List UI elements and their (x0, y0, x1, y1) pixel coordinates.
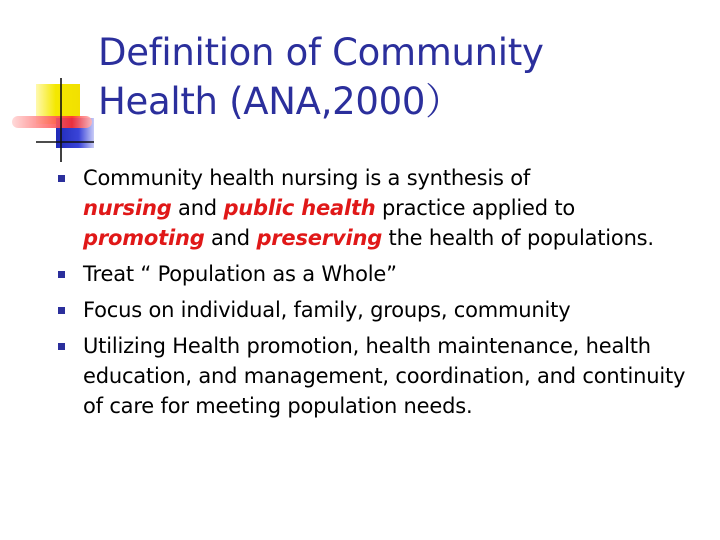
decorative-squares-graphic (0, 0, 110, 170)
emphasis-preserving: preserving (256, 226, 383, 250)
emphasis-promoting: promoting (83, 226, 205, 250)
emphasis-public-health: public health (223, 196, 376, 220)
bullet-item-focus (56, 295, 706, 325)
red-bar (12, 116, 92, 128)
bullet-text: the health of populations. (388, 226, 654, 250)
bullet-text: Treat “ Population as a Whole” (83, 262, 397, 286)
bullet-text: Community health nursing is a synthesis of (83, 166, 531, 190)
title-line-2: Health (ANA,2000） (98, 80, 462, 123)
bullet-square-icon (58, 307, 65, 314)
bullet-square-icon (58, 271, 65, 278)
bullet-text: and (211, 226, 250, 250)
bullet-item-utilizing (56, 331, 706, 421)
bullet-square-icon (58, 343, 65, 350)
bullet-text: Focus on individual, family, groups, community (83, 298, 571, 322)
bullet-text: Utilizing Health promotion, health maintenance, health education, and management, coordination, and continuity of care for meeting population needs. (83, 334, 686, 418)
title-line-1: Definition of Community (98, 31, 544, 74)
bullet-item-population (56, 259, 706, 289)
emphasis-nursing: nursing (83, 196, 172, 220)
bullet-item-definition (56, 163, 706, 253)
bullet-square-icon (58, 175, 65, 182)
bullet-text: and (178, 196, 217, 220)
bullet-text: practice applied to (382, 196, 576, 220)
bullet-list (56, 163, 706, 427)
page-title (98, 28, 698, 126)
